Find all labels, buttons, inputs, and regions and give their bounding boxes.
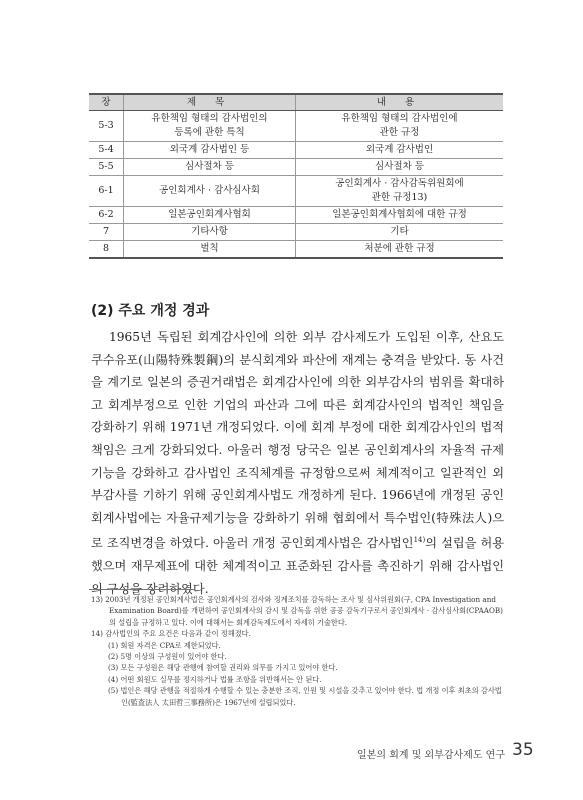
footnote-list-item: (1) 회원 자격은 CPA로 제한되었다. [108,640,221,650]
cell-content: 일본공인회계사협회에 대한 규정 [296,207,504,224]
cell-content: 유한책임 형태의 감사법인에 관한 규정 [296,111,504,142]
cell-chapter: 7 [89,224,124,241]
chapter-table [89,93,503,259]
cell-chapter: 5-5 [89,159,124,176]
cell-content: 처분에 관한 규정 [296,241,504,259]
footnote-list-item: (2) 5명 이상의 구성원이 있어야 한다. [108,652,227,662]
table-row [89,159,503,176]
table-row [89,224,503,241]
footnotes [91,594,505,708]
table-row [89,241,503,259]
body-text-2: 의 설립을 허용했으며 재무제표에 대한 체계적이고 표준화된 감사를 촉진하기 위해 감사법인의 구성을 장려하였다. [91,536,504,596]
cell-chapter: 5-4 [89,142,124,159]
footnote-14: 14) 감사법인의 주요 요건은 다음과 같이 정해졌다. [91,629,251,639]
footnote-list-item: (4) 어떤 회원도 실무를 정지하거나 법률 조항을 위반해서는 안 된다. [108,674,322,684]
table-row [89,207,503,224]
cell-title: 벌칙 [124,241,296,259]
cell-title: 공인회계사 · 감사심사회 [124,176,296,207]
body-text-1: 1965년 독립된 회계감사인에 의한 외부 감사제도가 도입된 이후, 산요도쿠수유포(山陽特殊製鋼)의 분식회계와 파산에 재계는 충격을 받았다. 동 사건을 계기로 일본의 증권거래법은 회계감사인에 의한 외부감사의 범위를 확대하고 회계부정으로 인한 기업의 파산과 그에 따른 회계감사인의 법적인 책임을 강화하기 위해 1971년 개정되었다. 이에 회계 부정에 대한 회계감사인의 법적 책임은 크게 강화되었다. 아울러 행정 당국은 일본 공인회계사의 자율적 규제기능을 강화하고 감사법인 조직체계를 규정함으로써 체계적이고 일관적인 외부감사를 기하기 위해 공인회계사법도 개정하게 된다. 1966년에 개정된 공인회계사법에는 자율규제기능을 강화하기 위해 협회에서 특수법인(特殊法人)으로 조직변경을 하였다. 아울러 개정 공인회계사법은 감사법인 [91,330,504,551]
cell-content: 외국계 감사법인 [296,142,504,159]
cell-content: 기타 [296,224,504,241]
footer-title: 일본의 회계 및 외부감사제도 연구 [357,750,505,761]
table-row [89,176,503,207]
cell-title: 외국계 감사법인 등 [124,142,296,159]
footnote-14-list [91,640,505,708]
cell-chapter: 6-1 [89,176,124,207]
body-paragraph [91,326,504,600]
cell-title: 유한책임 형태의 감사법인의 등록에 관한 특칙 [124,111,296,142]
cell-title: 일본공인회계사협회 [124,207,296,224]
footnote-list-item: (3) 모든 구성원은 해당 관행에 참여할 권리와 의무를 가지고 있어야 한다. [108,663,338,673]
footnote-divider [89,589,194,590]
cell-content: 공인회계사 · 감사감독위원회에 관한 규정13) [296,176,504,207]
header-title: 제 목 [124,94,296,111]
section-heading: (2) 주요 개정 경과 [91,303,210,319]
footnote-list-item: (5) 법인은 해당 관행을 적절하게 수행할 수 있는 충분한 조직, 인원 및 시설을 갖추고 있어야 한다. 법 개정 이후 최초의 감사법인(監査法人 太田哲三事務所)은 1967년에 설립되었다. [108,686,502,707]
page-number: 35 [512,740,534,760]
table-header-row [89,94,503,111]
cell-chapter: 8 [89,241,124,259]
footnote-13: 13) 2003년 개정된 공인회계사법은 공인회계사의 검사와 징계조치를 감독하는 조사 및 심사위원회(구, CPA Investigation and Examination Board)를 개편하여 공인회계사의 감시 및 감독을 위한 공공 감독기구로서 공인회계사 · 감사심사회(CPAAOB)의 설립을 규정하고 있다. 이에 대해서는 회계감독제도에서 자세히 기술한다. [91,595,503,627]
footnote-ref-14: 14) [413,536,426,545]
table-body [89,111,503,259]
cell-title: 심사절차 등 [124,159,296,176]
cell-content: 심사절차 등 [296,159,504,176]
cell-chapter: 5-3 [89,111,124,142]
table-row [89,142,503,159]
cell-chapter: 6-2 [89,207,124,224]
table-row [89,111,503,142]
cell-title: 기타사항 [124,224,296,241]
header-chapter: 장 [89,94,124,111]
header-content: 내 용 [296,94,504,111]
